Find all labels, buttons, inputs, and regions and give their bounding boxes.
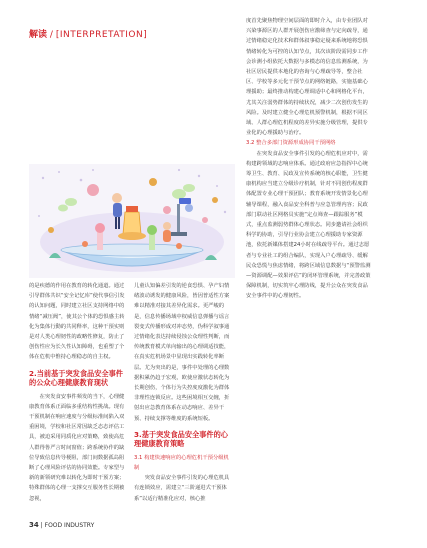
section-title-en: [INTERPRETATION] — [55, 30, 148, 40]
text-column-1 — [29, 281, 127, 504]
illustration-svg — [29, 164, 235, 278]
paragraph: 儿童认知偏差引发的逆食恐惧、孕产妇情绪波动诱发的健康风险，皆因普适性方案难以精准对接其差异化需求。更严峻的是，信息传播场域中权威信息弹播与谣言裂变式传播形成对冲态势，伪科学叙事通过情绪化表达持续侵蚀公众理性判断，而传统教育模式单向输出的心理调适技能，在真实危机场景中显现出实践转化率断层。尤为突出的是，事件中处理的心理数据积累仍趋于宏观，欧使应激状态转化为长期创伤，个体行为失控度度激化为群体非理性连锁反应。这些困境相互交缠，折射出应急教育体系在动态响应、差异干预、持续支撑等维度的系统短板。 — [134, 283, 230, 422]
paragraph: 度首先聚焦物理空间层面的即时介入，由专业团队对兴染事源区的人群开展创伤应激筛查与定向疏导，通过情绪稳定化技术和群体叙事稳定疑来系统地将恐惧情绪转化为可控的认知节点，其次该阶段需同步工作会诊测小组依托大数据与多模态的信息监测系统，为社区居民提供本地化的咨询与心理疏导等，整合社区、学校等多元化干预节点的网络链路，实施基础心理援助；最终推动构建心理调适中心和网格化平台，尤其关注弱势群体的持续状况，减少二次创伤发生的风险。及时建立健全心理危机预警机制，根据不同区域、人群心理危机程度的差异实施分级管理，提供专业化的心理援助与治疗。 — [246, 18, 368, 137]
footer-divider: | — [40, 522, 43, 529]
paragraph: 在突发食安事件频发的当下，心理健康教育体系正面临多重结构性挑战。现有干预机制在响应速度与分级标准间陷入双重困境，学校和社区常因缺乏态态评估工具，被迫采用同质化应对策略，致使高危人群得鲁严言时间窗值；跨系统协作的缺位导致信息传导梗阻，部门间数据孤岛阻断了心理风险评估的协同效能。专家型与新的新领研究难以转化为即时干预方案；特殊群体的心理一支撑交互服务性长期被忽视， — [29, 393, 125, 502]
paragraph: 在突发食品安全事件引发的心理危机应对中，需构建跨领域的志响应体系。通过政府应急指挥中心统筹卫生、教育、民政及宣传系统的核心职能，卫生健康机构应当建立分级诊疗机制，针对不同创伤程度群体配置专业心理干预团队；教育系统开发情景化心理辅导课程，融入食品安全科普与应急管理内容；民政部门联动社区网格员实施“定点筛查—跟踪服务”模式，重点监测弱势群体心理状态。同步邀请社会组织科学的协助，引导行业协会建立心理援助专家资源池，依托新媒体搭建24小时在线疏导平台。通过志愿者与专业社工的组合编队，实现入户心理疏导、缓解民众恐慌与焦虑情绪，将跨区域信息数据与“预警监测—资源调配—效果评估”的闭环管理系统，并完善政策保障机制，切实筑牢心理防线，提升公众在突发食品安全事件中的心理韧性。 — [246, 150, 371, 300]
page-number: 34 — [29, 521, 39, 529]
food-safety-illustration — [29, 164, 235, 278]
journal-name: FOOD INDUSTRY — [44, 522, 95, 529]
section-heading-3: 3.基于突发食品安全事件的心理健康教育策略 — [134, 429, 228, 449]
section-header — [29, 30, 147, 41]
text-column-2 — [134, 281, 233, 504]
header-divider: / — [49, 30, 53, 40]
paragraph: 的是疾德的作用在教育的转化通道。通过引导群体共识“安全记忆库”使代事信引发的认知问题，同时建立社区支持网络中的情绪“减压阀”，使其公个体的恐惧感主转化为集体行動的共同释率，这种干预实则是对人类心理韧性的政略性修复，防止了创伤性应为长久性认知障碍，也重塑了个体在危机中惟持心理稳态的自主权。 — [29, 283, 125, 361]
section-heading-2: 2.当前基于突发食品安全事件的公众心理健康教育现状 — [29, 368, 123, 388]
subsection-heading-3-2: 3.2 整合多部门资源形成协同干预网络 — [246, 140, 336, 147]
page-footer — [29, 521, 94, 530]
section-title-cn: 解读 — [29, 30, 48, 40]
text-column-3 — [246, 16, 371, 302]
subsection-heading-3-1: 3.1 构建快速响应的心理危机干预分级机制 — [134, 454, 229, 472]
paragraph: 突发食品安全事件引发的心理危机具有连锁效应，需建立“三阶递进式干预体系”以适行精准化应对，核心推 — [134, 475, 230, 502]
